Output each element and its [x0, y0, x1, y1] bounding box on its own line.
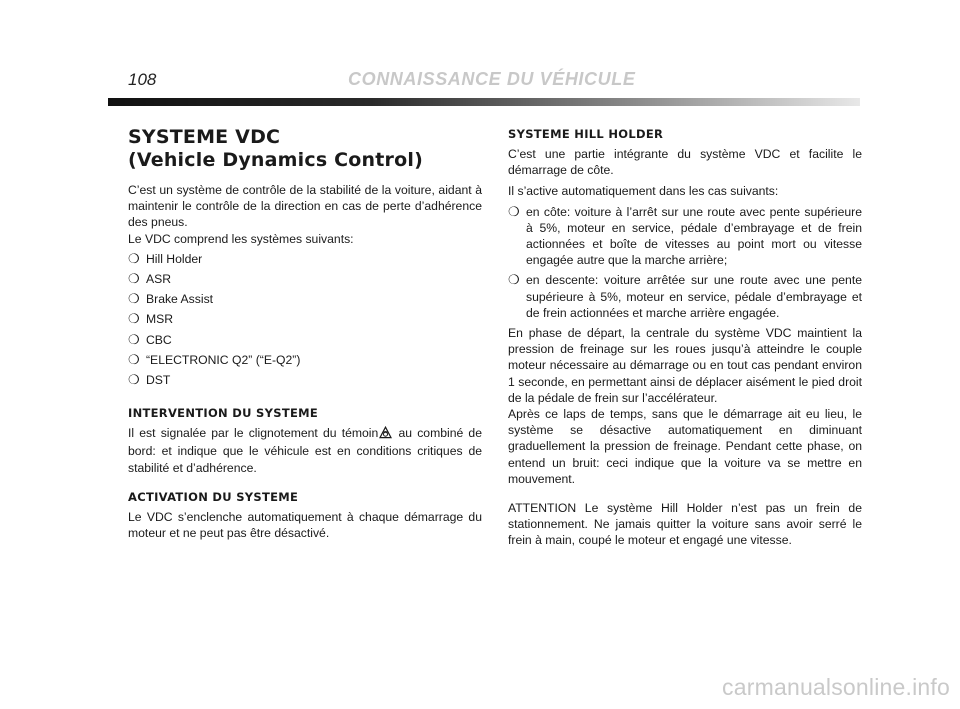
vdc-title-line1: SYSTEME VDC — [128, 126, 281, 148]
vdc-systems-list — [128, 251, 482, 388]
activation-text: Le VDC s’enclenche automatiquement à chaque démarrage du moteur et ne peut pas être désactivé. — [128, 509, 482, 541]
running-title: CONNAISSANCE DU VÉHICULE — [348, 69, 636, 89]
list-item: ❍ en côte: voiture à l’arrêt sur une route avec pente supérieure à 5%, moteur en service, pédale d’embrayage et de frein actionnées et boîte de vitesses au point mort ou vitesse engagée autre que la marche arrière; — [508, 203, 862, 268]
activation-heading: ACTIVATION DU SYSTEME — [128, 489, 299, 504]
list-item: ❍ ASR — [128, 271, 172, 287]
hill-holder-heading: SYSTEME HILL HOLDER — [508, 127, 664, 141]
right-column — [508, 126, 862, 549]
bullet-icon: ❍ — [128, 271, 140, 287]
vdc-title — [128, 126, 482, 172]
bullet-icon: ❍ — [128, 311, 140, 327]
bullet-icon: ❍ — [128, 291, 140, 307]
list-item: ❍ CBC — [128, 331, 172, 347]
bullet-icon: ❍ — [128, 351, 140, 367]
hill-holder-cases-intro: Il s’active automatiquement dans les cas suivants: — [508, 184, 779, 199]
bullet-icon: ❍ — [128, 250, 140, 266]
list-item: ❍ Hill Holder — [128, 250, 203, 266]
list-item: ❍ en descente: voiture arrêtée sur une route avec une pente supérieure à 5%, moteur en service, pédale d’embrayage et de frein actionnées et marche arrière engagée. — [508, 272, 862, 320]
intervention-text: Il est signalée par le clignotement du témoin au combiné de bord: et indique que le véhicule est en conditions critiques de stabilité et d’adhérence. — [128, 426, 482, 475]
header-rule — [108, 98, 860, 106]
list-item: ❍ DST — [128, 372, 171, 388]
bullet-icon: ❍ — [508, 272, 520, 288]
attention-note: ATTENTION Le système Hill Holder n’est pas un frein de stationnement. Ne jamais quitter la voiture sans avoir serré le frein à main, coupé le moteur et engagé une vitesse. — [508, 501, 862, 548]
hill-holder-intro: C’est une partie intégrante du système VDC et facilite le démarrage de côte. — [508, 147, 862, 178]
left-column — [128, 126, 482, 541]
page-number: 108 — [128, 70, 157, 89]
bullet-icon: ❍ — [128, 372, 140, 388]
list-item: ❍ MSR — [128, 311, 174, 327]
watermark: carmanualsonline.info — [722, 674, 950, 700]
bullet-icon: ❍ — [128, 331, 140, 347]
vdc-warning-icon — [379, 426, 392, 443]
list-item: ❍ “ELECTRONIC Q2” (“E-Q2”) — [128, 351, 301, 367]
hill-holder-start-phase: En phase de départ, la centrale du système VDC maintient la pression de freinage sur les roues jusqu’à atteindre le couple moteur nécessaire au démarrage ou en tout cas pendant environ 1 seconde, en permettant ainsi de déplacer aisément le pied droit de la pédale de frein sur l’accélérateur. — [508, 326, 862, 405]
vdc-intro-systems: Le VDC comprend les systèmes suivants: — [128, 231, 354, 246]
bullet-icon: ❍ — [508, 203, 520, 219]
intervention-heading: INTERVENTION DU SYSTEME — [128, 406, 319, 421]
list-item: ❍ Brake Assist — [128, 291, 214, 307]
vdc-intro: C’est un système de contrôle de la stabilité de la voiture, aidant à maintenir le contrôle de la direction en cas de perte d’adhérence des pneus. — [128, 183, 482, 230]
hill-holder-deactivation: Après ce laps de temps, sans que le démarrage ait eu lieu, le système se désactive automatiquement en diminuant graduellement la pression de freinage. Pendant cette phase, on entend un bruit: ceci indique que la voiture va se mettre en mouvement. — [508, 407, 862, 486]
vdc-title-line2: (Vehicle Dynamics Control) — [128, 149, 423, 171]
hill-holder-cases-list — [508, 204, 862, 321]
